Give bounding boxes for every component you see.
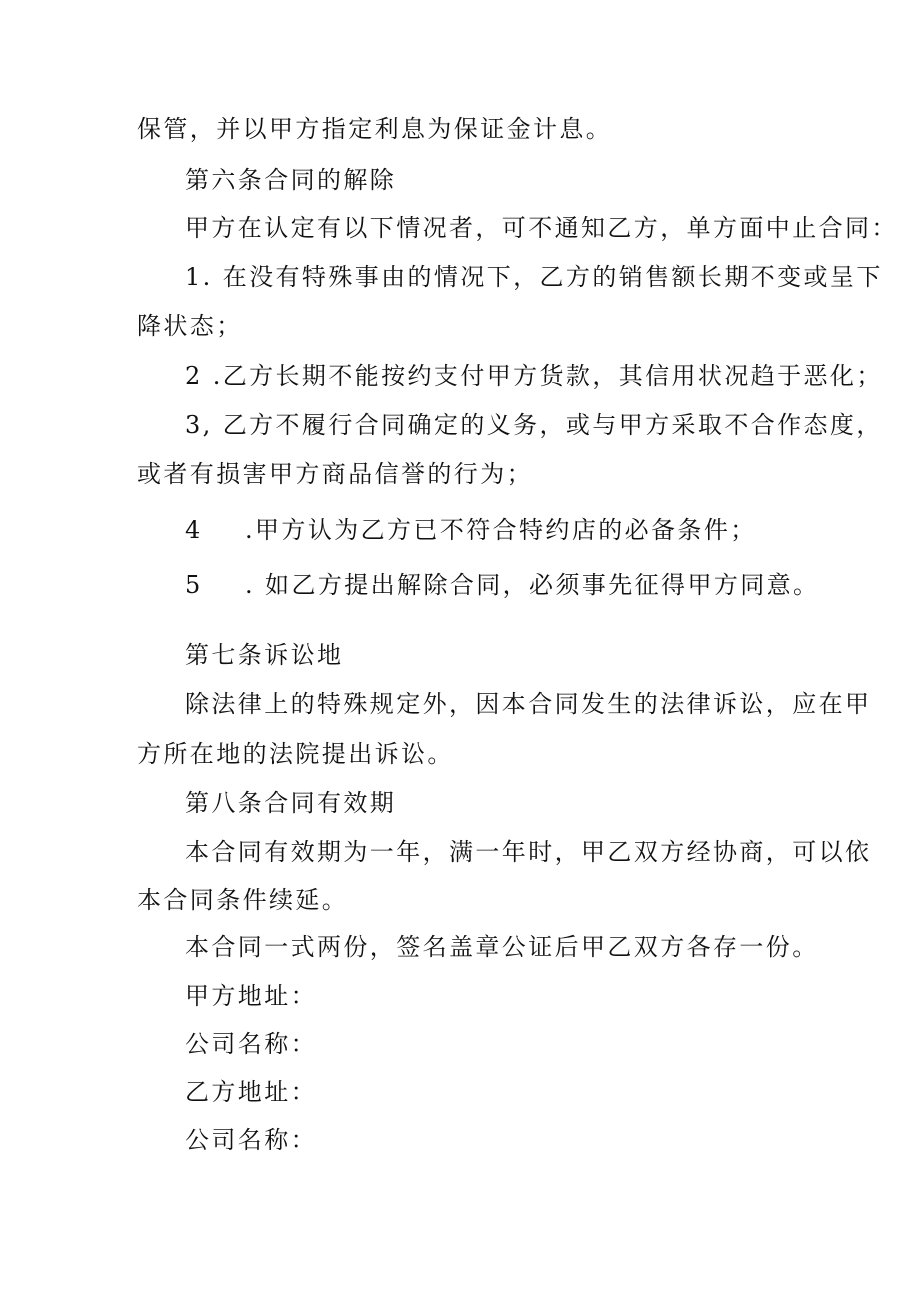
article-7-heading: 第七条诉讼地 [185, 641, 344, 669]
clause-1-line-1: 1. 在没有特殊事由的情况下，乙方的销售额长期不变或呈下 [185, 263, 883, 291]
article-7-line-1: 除法律上的特殊规定外，因本合同发生的法律诉讼，应在甲 [185, 690, 872, 718]
clause-1-line-2: 降状态； [137, 312, 243, 340]
article-8-heading: 第八条合同有效期 [185, 789, 397, 817]
clause-2: 2 .乙方长期不能按约支付甲方货款，其信用状况趋于恶化； [185, 362, 883, 390]
clause-5-number: 5 [185, 571, 203, 599]
copies-clause: 本合同一式两份，签名盖章公证后甲乙双方各存一份。 [185, 933, 819, 961]
party-a-company-label: 公司名称： [185, 1030, 317, 1058]
article-8-line-2: 本合同条件续延。 [137, 886, 349, 914]
clause-5-text: . 如乙方提出解除合同，必须事先征得甲方同意。 [245, 571, 820, 599]
article-6-intro: 甲方在认定有以下情况者，可不通知乙方，单方面中止合同： [185, 214, 898, 242]
clause-4-number: 4 [185, 516, 203, 544]
article-8-line-1: 本合同有效期为一年，满一年时，甲乙双方经协商，可以依 [185, 838, 872, 866]
clause-3-line-2: 或者有损害甲方商品信誉的行为； [137, 460, 533, 488]
party-b-address-label: 乙方地址： [185, 1078, 317, 1106]
clause-4-text: .甲方认为乙方已不符合特约店的必备条件； [245, 516, 757, 544]
article-6-heading: 第六条合同的解除 [185, 166, 397, 194]
clause-3-line-1: 3, 乙方不履行合同确定的义务，或与甲方采取不合作态度， [185, 411, 883, 439]
party-b-company-label: 公司名称： [185, 1126, 317, 1154]
text-line-custody: 保管，并以甲方指定利息为保证金计息。 [137, 115, 613, 143]
party-a-address-label: 甲方地址： [185, 982, 317, 1010]
article-7-line-2: 方所在地的法院提出诉讼。 [137, 740, 454, 768]
